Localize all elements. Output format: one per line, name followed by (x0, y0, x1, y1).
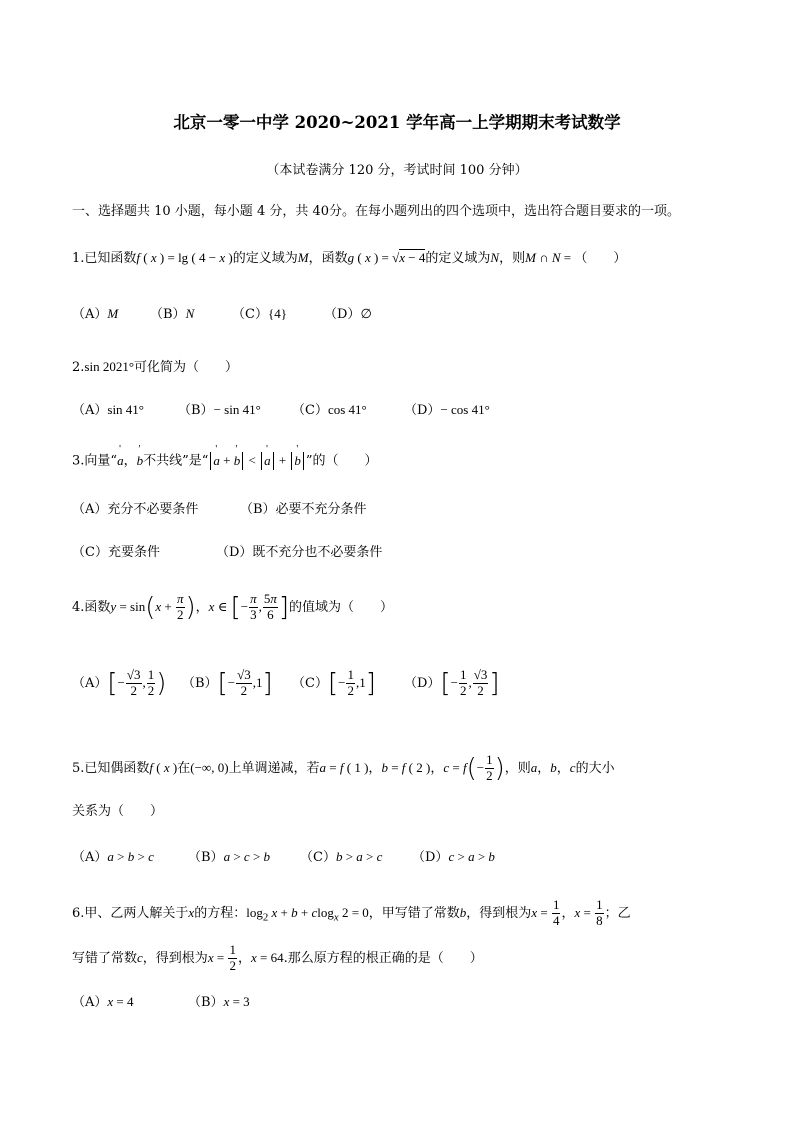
q3-option-a: （A）充分不必要条件 (72, 502, 199, 517)
q4-option-c: （C）[− $\frac{1}{2}$ ,1] (292, 667, 376, 699)
exam-subtitle: （本试卷满分 120 分，考试时间 100 分钟） (266, 163, 528, 178)
q2-option-b: （B）− sin 41° (178, 402, 261, 418)
q4-option-a: （A）[− $\frac{√3}{2}$ , $\frac{1}{2}$ ) (72, 667, 167, 699)
question-2-options (72, 403, 490, 417)
question-5-options (72, 850, 495, 864)
question-6-line2: 写错了常数c，得到根为x = $\frac{1}{2}$ ，x = 64.那么原方程的根正确的是（ ） (72, 942, 483, 973)
q3-option-d: （D）既不充分也不必要条件 (216, 545, 383, 560)
q4-option-b: （B）[− $\frac{√3}{2}$ ,1] (182, 667, 273, 699)
q5-option-a: （A）a > b > c (72, 849, 154, 865)
question-4: 4.函数y = sin(x + $\frac{\pi}{2}$ )，x ∈ [− $\frac{\pi}{3}$ , $\frac{5\pi}{6}$ ]的值域为（ ） (72, 591, 394, 623)
q6-option-a: （A）x = 4 (72, 994, 134, 1010)
question-6-options (72, 995, 250, 1009)
q3-option-b: （B）必要不充分条件 (240, 502, 367, 517)
q1-option-d: （D）∅ (324, 306, 372, 322)
question-2: 2.sin 2021°可化简为（ ） (72, 359, 239, 375)
question-5-line2: 关系为（ ） (72, 804, 164, 819)
q2-option-a: （A）sin 41° (72, 402, 145, 418)
exam-title: 北京一零一中学 2020~2021 学年高一上学期期末考试数学 (173, 113, 621, 132)
question-1-options (72, 307, 372, 321)
q2-option-c: （C）cos 41° (292, 402, 367, 418)
section-heading: 一、选择题共 10 小题，每小题 4 分，共 40分。在每小题列出的四个选项中，选出符合题目要求的一项。 (72, 204, 681, 219)
q5-option-d: （D）c > a > b (412, 849, 495, 865)
q4-option-d: （D）[− $\frac{1}{2}$ , $\frac{√3}{2}$ ] (404, 667, 500, 699)
q5-option-b: （B）a > c > b (188, 849, 271, 865)
q1-option-a: （A）M (72, 306, 119, 322)
q2-option-d: （D）− cos 41° (404, 402, 490, 418)
q3-option-c: （C）充要条件 (72, 545, 160, 560)
question-5: 5.已知偶函数f ( x )在(−∞, 0)上单调递减，若a = f ( 1 )，b = f ( 2 )，c = f(− $\frac{1}{2}$ )，则a，b，c的大小 (72, 752, 615, 784)
question-6: 6.甲、乙两人解关于x的方程：$\log_2 x + b + clog_x$ 2 = 0，甲写错了常数b，得到根为x = $\frac{1}{4}$ ，x = $\frac{1}{8}$ ；乙 (72, 897, 631, 928)
q5-option-c: （C）b > a > c (300, 849, 383, 865)
q1-option-b: （B）N (150, 306, 195, 322)
question-3-options-row2 (72, 546, 382, 559)
question-3-options-row1 (72, 503, 367, 516)
question-4-options (72, 668, 499, 699)
question-3: 3.向量“' a，' b不共线”是“' a + ' b < ' a + ' b ”的（ ） (72, 452, 378, 470)
question-1: 1.已知函数f ( x ) = lg ( 4 − x )的定义域为M，函数g ( x ) = √x − 4的定义域为N，则M ∩ N = （ ） (72, 250, 627, 266)
q6-option-b: （B）x = 3 (188, 994, 250, 1010)
q1-option-c: （C）{4} (232, 306, 287, 322)
